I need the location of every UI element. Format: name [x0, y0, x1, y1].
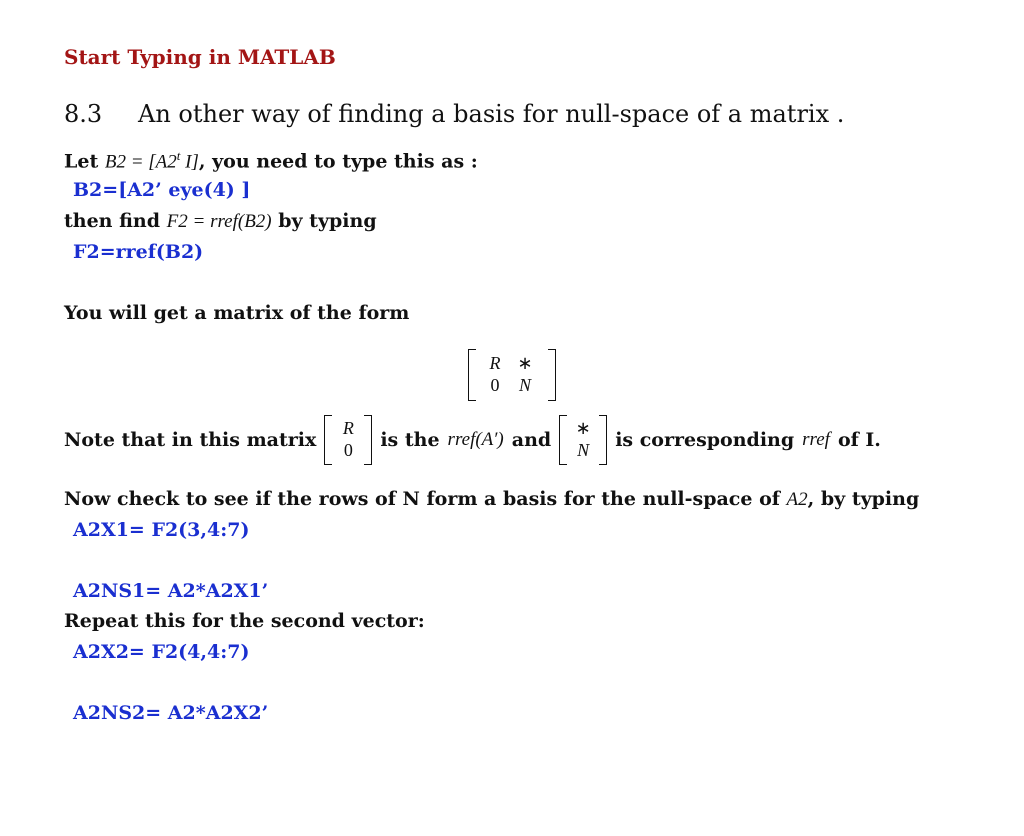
math-a2: A2	[786, 489, 808, 510]
math-f2: F2 = rref(B2)	[166, 211, 272, 232]
code-a2x1: A2X1= F2(3,4:7)	[73, 519, 250, 541]
section-number: 8.3	[64, 100, 103, 128]
instruction-line-3: You will get a matrix of the form	[64, 302, 410, 324]
matrix-cell: ∗	[575, 418, 591, 438]
code-b2: B2=[A2’ eye(4) ]	[73, 179, 251, 201]
instruction-line-2	[64, 210, 377, 233]
matrix-cell: ∗	[517, 353, 533, 373]
code-a2ns1: A2NS1= A2*A2X1’	[73, 580, 269, 602]
text: Now check to see if the rows of N form a basis for the null-space of	[64, 488, 787, 510]
text: Note that in this matrix	[64, 429, 317, 451]
note-line	[64, 414, 881, 466]
math-rref-a: rref(A′)	[447, 429, 504, 450]
matrix-star-n	[559, 415, 607, 465]
section-title: An other way of finding a basis for null-space of a matrix .	[138, 100, 845, 128]
instruction-line-5: Repeat this for the second vector:	[64, 610, 425, 632]
matrix-cell: R	[342, 418, 354, 438]
instruction-line-4	[64, 488, 919, 511]
text: then find	[64, 210, 167, 232]
page-header: Start Typing in MATLAB	[64, 45, 336, 69]
matrix-r0	[324, 415, 372, 465]
matrix-cell: N	[518, 375, 531, 395]
matrix-cell: 0	[343, 440, 353, 460]
text: , you need to type this as :	[198, 150, 478, 173]
text: and	[511, 429, 552, 451]
math-b2: B2 = [A2	[104, 151, 177, 173]
matrix-cell: N	[577, 440, 590, 460]
text: , by typing	[807, 488, 920, 510]
code-a2ns2: A2NS2= A2*A2X2’	[73, 702, 269, 724]
text: is the	[380, 429, 440, 451]
math-superscript: t	[176, 148, 181, 163]
text: by typing	[271, 210, 377, 232]
code-a2x2: A2X2= F2(4,4:7)	[73, 641, 250, 663]
math-identity: I]	[180, 151, 199, 173]
matrix-cell: R	[489, 353, 501, 373]
text: of I.	[837, 429, 881, 451]
math-rref: rref	[802, 429, 830, 450]
text: is corresponding	[615, 429, 795, 451]
instruction-line-1	[64, 148, 478, 173]
matrix-cell: 0	[490, 375, 500, 395]
matrix-main	[468, 349, 556, 401]
text: Let	[64, 150, 105, 173]
code-f2: F2=rref(B2)	[73, 241, 204, 263]
